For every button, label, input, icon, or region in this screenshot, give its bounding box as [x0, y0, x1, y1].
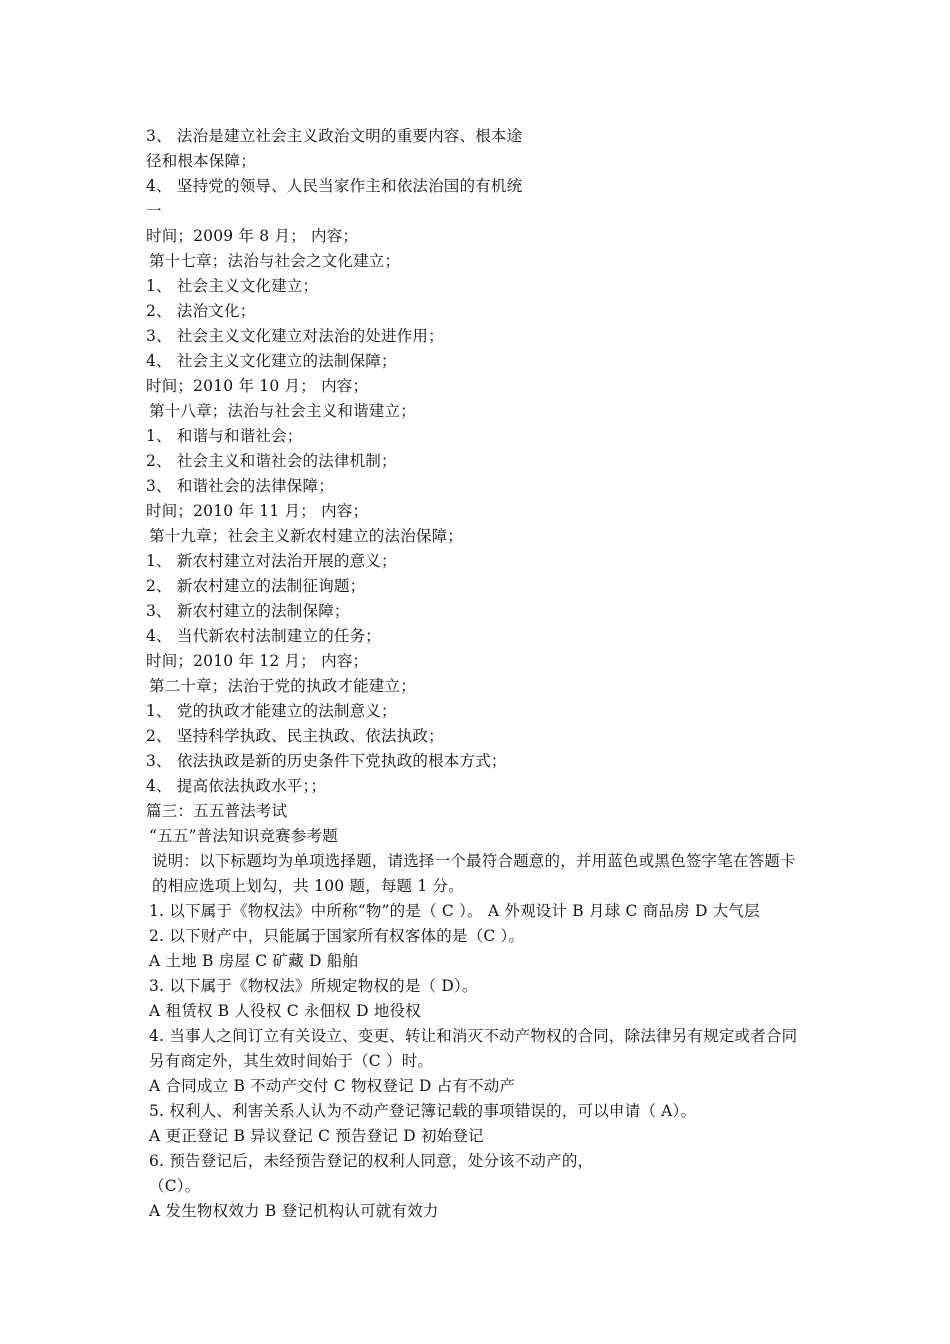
answer-options: A 合同成立 B 不动产交付 C 物权登记 D 占有不动产	[149, 1077, 516, 1095]
text-line: 3、 和谐社会的法律保障；	[146, 477, 334, 495]
text-line: 3、 依法执政是新的历史条件下党执政的根本方式；	[146, 752, 507, 770]
time-line: 时间；2010 年 11 月； 内容；	[146, 502, 369, 520]
text-line: 2、 社会主义和谐社会的法律机制；	[146, 452, 397, 470]
text-line: 1、 社会主义文化建立；	[146, 277, 319, 295]
text-line: 一	[146, 202, 162, 220]
question-line: 2. 以下财产中，只能属于国家所有权客体的是（C ）。	[149, 927, 525, 945]
text-line: 3、 法治是建立社会主义政治文明的重要内容、根本途	[146, 127, 523, 145]
text-line: 径和根本保障；	[146, 152, 256, 170]
question-line: （C）。	[149, 1177, 201, 1195]
question-line: 6. 预告登记后，未经预告登记的权利人同意，处分该不动产的，	[149, 1152, 594, 1170]
text-line: 2、 新农村建立的法制征询题；	[146, 577, 366, 595]
quiz-title: “五五”普法知识竞赛参考题	[149, 827, 338, 845]
question-line: 1. 以下属于《物权法》中所称“物”的是（ C ）。 A 外观设计 B 月球 C 商品房 D 大气层	[149, 902, 760, 920]
text-line: 1、 和谐与和谐社会；	[146, 427, 303, 445]
chapter-heading: 第二十章；法治于党的执政才能建立；	[149, 677, 416, 695]
text-line: 2、 坚持科学执政、民主执政、依法执政；	[146, 727, 444, 745]
answer-options: A 租赁权 B 人役权 C 永佃权 D 地役权	[149, 1002, 421, 1020]
text-line: 1、 党的执政才能建立的法制意义；	[146, 702, 397, 720]
question-line: 3. 以下属于《物权法》所规定物权的是（ D）。	[149, 977, 478, 995]
text-line: 3、 新农村建立的法制保障；	[146, 602, 350, 620]
text-line: 3、 社会主义文化建立对法治的处进作用；	[146, 327, 444, 345]
answer-options: A 发生物权效力 B 登记机构认可就有效力	[149, 1202, 439, 1220]
text-line: 4、 坚持党的领导、人民当家作主和依法治国的有机统	[146, 177, 523, 195]
answer-options: A 土地 B 房屋 C 矿藏 D 船舶	[149, 952, 359, 970]
chapter-heading: 第十八章；法治与社会主义和谐建立；	[149, 402, 416, 420]
chapter-heading: 第十九章；社会主义新农村建立的法治保障；	[149, 527, 464, 545]
answer-options: A 更正登记 B 异议登记 C 预告登记 D 初始登记	[149, 1127, 484, 1145]
question-paragraph: 4. 当事人之间订立有关设立、变更、转让和消灭不动产物权的合同，除法律另有规定或者合同另有商定外，其生效时间始于（C ）时。	[149, 1027, 798, 1070]
time-line: 时间；2009 年 8 月； 内容；	[146, 227, 359, 245]
text-line: 4、 提高依法执政水平；；	[146, 777, 327, 795]
time-line: 时间；2010 年 10 月； 内容；	[146, 377, 369, 395]
text-line: 2、 法治文化；	[146, 302, 256, 320]
document-body	[146, 124, 810, 1224]
chapter-heading: 第十七章；法治与社会之文化建立；	[149, 252, 401, 270]
time-line: 时间；2010 年 12 月； 内容；	[146, 652, 369, 670]
question-line: 5. 权利人、利害关系人认为不动产登记簿记载的事项错误的，可以申请（ A）。	[149, 1102, 697, 1120]
text-line: 4、 当代新农村法制建立的任务；	[146, 627, 381, 645]
text-line: 1、 新农村建立对法治开展的意义；	[146, 552, 397, 570]
instructions-paragraph: 说明：以下标题均为单项选择题，请选择一个最符合题意的，并用蓝色或黑色签字笔在答题卡的相应选项上划勾，共 100 题，每题 1 分。	[152, 852, 796, 895]
section-heading: 篇三：五五普法考试	[146, 802, 288, 820]
text-line: 4、 社会主义文化建立的法制保障；	[146, 352, 397, 370]
